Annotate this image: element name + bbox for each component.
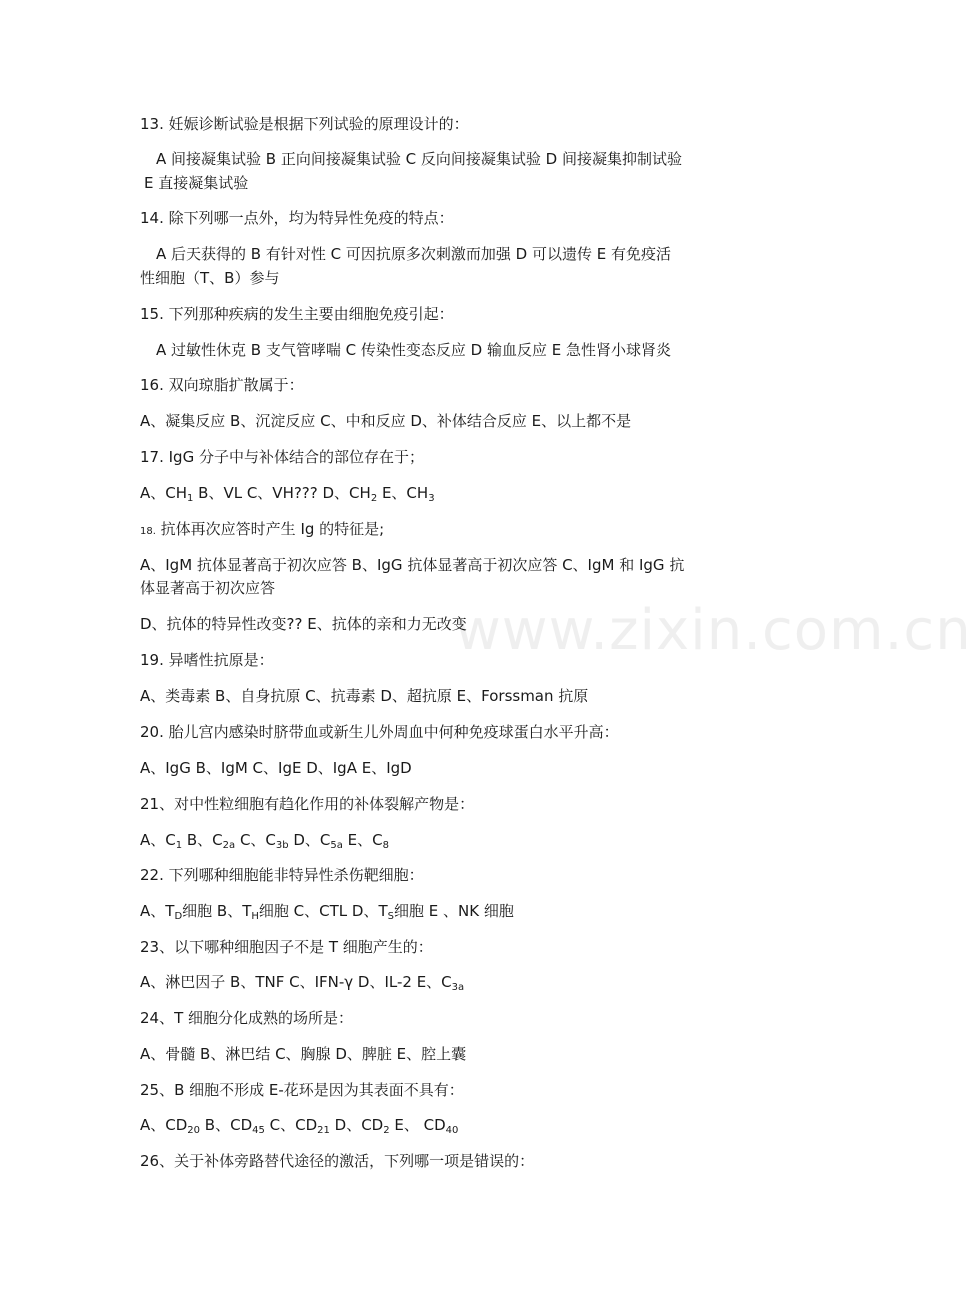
question-20-stem: 20. 胎儿宫内感染时脐带血或新生儿外周血中何种免疫球蛋白水平升高： <box>140 723 619 741</box>
question-17-stem: 17. IgG 分子中与补体结合的部位存在于； <box>140 448 424 466</box>
question-21-stem: 21、对中性粒细胞有趋化作用的补体裂解产物是： <box>140 795 475 813</box>
question-18-stem: 18. 抗体再次应答时产生 Ig 的特征是; <box>140 520 385 538</box>
question-24-stem: 24、T 细胞分化成熟的场所是： <box>140 1009 354 1027</box>
question-13-options-cont: E 直接凝集试验 <box>144 174 249 192</box>
question-18-options: A、IgM 抗体显著高于初次应答 B、IgG 抗体显著高于初次应答 C、IgM 和 IgG 抗 <box>140 556 685 574</box>
question-16-options: A、凝集反应 B、沉淀反应 C、中和反应 D、补体结合反应 E、以上都不是 <box>140 412 632 430</box>
question-19-options: A、类毒素 B、自身抗原 C、抗毒素 D、超抗原 E、Forssman 抗原 <box>140 687 589 705</box>
question-19-stem: 19. 异嗜性抗原是： <box>140 651 274 669</box>
question-15-options: A 过敏性休克 B 支气管哮喘 C 传染性变态反应 D 输血反应 E 急性肾小球肾炎 <box>156 341 671 359</box>
question-22-stem: 22. 下列哪种细胞能非特异性杀伤靶细胞： <box>140 866 424 884</box>
question-13-stem: 13. 妊娠诊断试验是根据下列试验的原理设计的： <box>140 115 469 133</box>
question-20-options: A、IgG B、IgM C、IgE D、IgA E、IgD <box>140 759 412 777</box>
question-15-stem: 15. 下列那种疾病的发生主要由细胞免疫引起： <box>140 305 454 323</box>
question-13-options: A 间接凝集试验 B 正向间接凝集试验 C 反向间接凝集试验 D 间接凝集抑制试验 <box>156 150 682 168</box>
question-23-stem: 23、以下哪种细胞因子不是 T 细胞产生的： <box>140 938 433 956</box>
question-25-stem: 25、B 细胞不形成 E-花环是因为其表面不具有： <box>140 1081 464 1099</box>
question-24-options: A、骨髓 B、淋巴结 C、胸腺 D、脾脏 E、腔上囊 <box>140 1045 467 1063</box>
watermark: www.zixin.com.cn <box>455 598 972 663</box>
question-23-options: A、淋巴因子 B、TNF C、IFN-γ D、IL-2 E、$C_{3a}$ <box>140 973 465 993</box>
question-16-stem: 16. 双向琼脂扩散属于： <box>140 376 304 394</box>
question-17-options: A、$CH_1$ B、VL C、VH??? D、$CH_2$ E、$CH_3$ <box>140 484 435 504</box>
question-14-stem: 14. 除下列哪一点外，均为特异性免疫的特点： <box>140 209 454 227</box>
question-14-options: A 后天获得的 B 有针对性 C 可因抗原多次刺激而加强 D 可以遗传 E 有免疫活 <box>156 245 671 263</box>
question-18-options-2: D、抗体的特异性改变?? E、抗体的亲和力无改变 <box>140 615 467 633</box>
question-25-options: A、$CD_{20}$ B、$CD_{45}$ C、$CD_{21}$ D、$CD_2$ E、 $CD_{40}$ <box>140 1116 459 1136</box>
question-18-options-cont: 体显著高于初次应答 <box>140 579 276 597</box>
question-22-options: A、$T_D$细胞 B、$T_H$细胞 C、CTL D、$T_S$细胞 E 、NK 细胞 <box>140 902 514 922</box>
question-26-stem: 26、关于补体旁路替代途径的激活，下列哪一项是错误的： <box>140 1152 535 1170</box>
question-21-options: A、$C_1$ B、$C_{2a}$ C、$C_{3b}$ D、$C_{5a}$ E、$C_8$ <box>140 831 390 851</box>
question-14-options-cont: 性细胞（T、B）参与 <box>140 269 280 287</box>
